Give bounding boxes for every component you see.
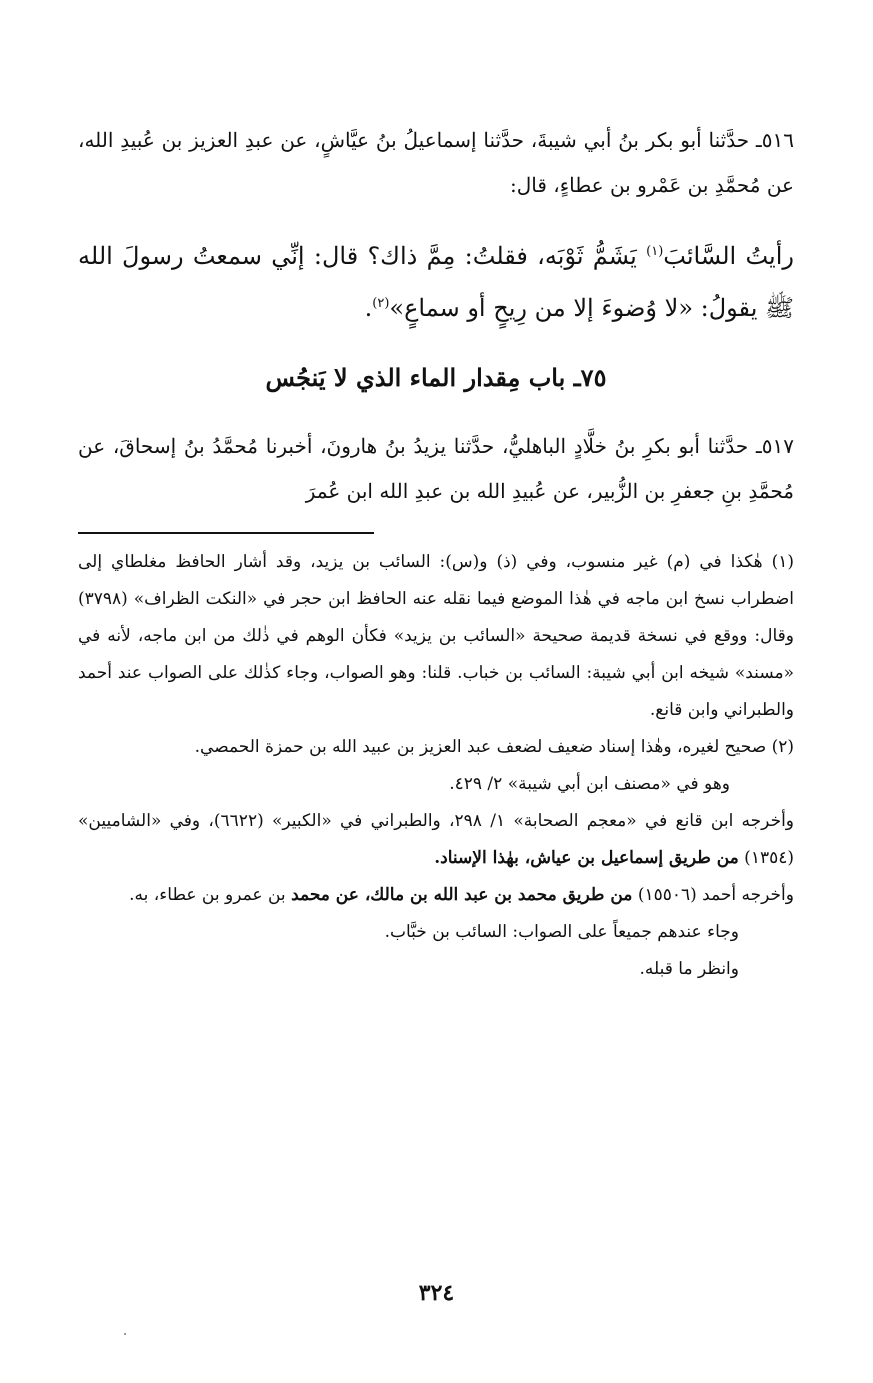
footnote-2-consensus: وجاء عندهم جميعاً على الصواب: السائب بن خبَّاب. (384, 922, 739, 942)
scan-speck (124, 1333, 126, 1335)
ahmad-text: وأخرجه أحمد (١٥٥٠٦) (632, 885, 794, 905)
footnote-2-see-previous: وانظر ما قبله. (639, 959, 739, 979)
footnote-marker-1[interactable]: (١) (646, 244, 664, 259)
footnote-2-ibn-qani (78, 803, 794, 877)
matn-opening: رأيتُ السَّائبَ (663, 242, 794, 270)
hadith-516-isnad: ٥١٦ـ حدَّثنا أبو بكر بنُ أبي شيبةَ، حدَّثنا إسماعيلُ بنُ عيَّاشٍ، عن عبدِ العزيز بن عُبيدِ الله، عن مُحمَّدِ بن عَمْرو بن عطاءٍ، قال: (78, 128, 794, 197)
page-body (78, 118, 794, 988)
ahmad-end: بن عمرو بن عطاء، به. (129, 885, 292, 905)
hadith-517-isnad: ٥١٧ـ حدَّثنا أبو بكرِ بنُ خلَّادٍ الباهليُّ، حدَّثنا يزيدُ بنُ هارونَ، أخبرنا مُحمَّدُ بنُ إسحاقَ، عن مُحمَّدِ بنِ جعفرِ بن الزُّبير، عن عُبيدِ الله بن عبدِ الله ابن عُمرَ (78, 434, 794, 503)
footnote-2-musannaf: وهو في «مصنف ابن أبي شيبة» ٢/ ٤٢٩. (449, 774, 730, 794)
matn-text: يَشَمُّ ثَوْبَه، فقلتُ: مِمَّ ذاك؟ قال: إنِّي سمعتُ رسولَ الله ﷺ يقولُ: «لا وُضوءَ إلا من رِيحٍ أو سماعٍ» (78, 242, 794, 322)
ibn-qani-chain: من طريق إسماعيل بن عياش، بهٰذا الإسناد. (434, 848, 739, 868)
hadith-516-matn (78, 230, 794, 334)
ibn-qani-text: وأخرجه ابن قانع في «معجم الصحابة» ١/ ٢٩٨، والطبراني في «الكبير» (٦٦٢٢)، وفي «الشاميين» (١٣٥٤) (78, 811, 795, 868)
footnote-2: (٢) صحيح لغيره، وهٰذا إسناد ضعيف لضعف عبد العزيز بن عبيد الله بن حمزة الحمصي. (194, 737, 794, 757)
page-number: ٣٢٤ (418, 1280, 455, 1306)
ahmad-chain: من طريق محمد بن عبد الله بن مالك، عن محمد (291, 885, 633, 905)
chapter-title: ٧٥ـ باب مِقدار الماء الذي لا يَنجُس (265, 363, 607, 392)
matn-end: . (364, 294, 373, 322)
footnote-2-ahmad (78, 877, 794, 914)
footnote-marker-2[interactable]: (٢) (372, 296, 390, 311)
footnote-divider (78, 532, 374, 534)
footnote-1: (١) هٰكذا في (م) غير منسوب، وفي (ذ) و(س): السائب بن يزيد، وقد أشار الحافظ مغلطاي إلى اضطراب نسخ ابن ماجه في هٰذا الموضع فيما نقله عنه الحافظ ابن حجر في «النكت الظراف» (٣٧٩٨) وقال: ووقع في نسخة قديمة صحيحة «السائب بن يزيد» فكأن الوهم في ذٰلك من ابن ماجه، لأنه في «مسند» شيخه ابن أبي شيبة: السائب بن خباب. قلنا: وهو الصواب، وجاء كذٰلك على الصواب عند أحمد والطبراني وابن قانع. (78, 552, 794, 720)
footnotes (78, 544, 794, 988)
